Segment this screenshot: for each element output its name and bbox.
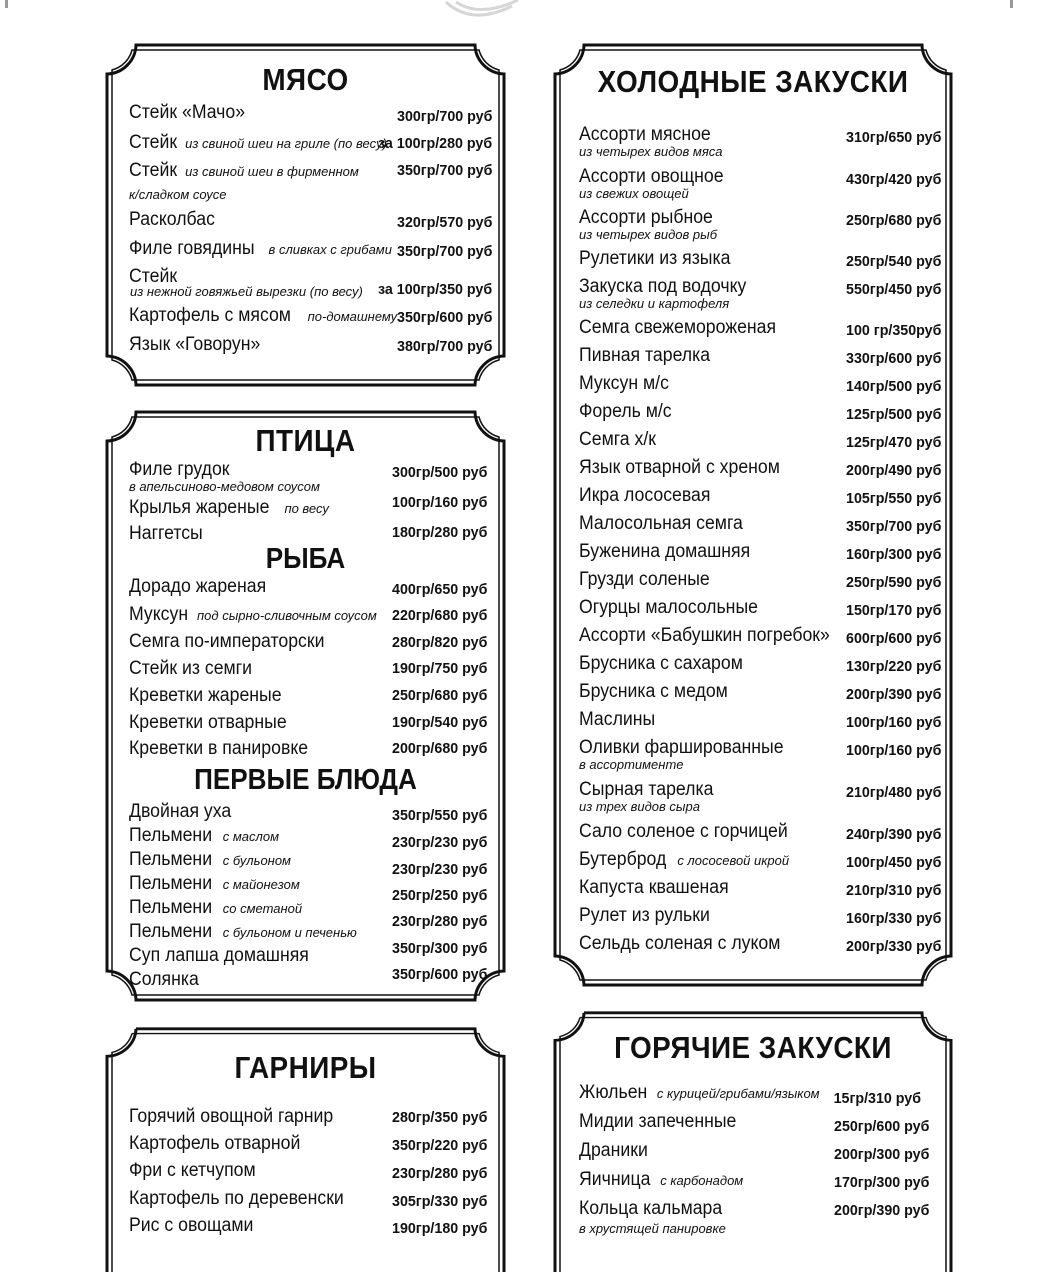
menu-item: Солянка — [129, 969, 199, 990]
item-price: 200гр/330 руб — [845, 938, 941, 955]
menu-item: Муксун м/с — [579, 373, 669, 394]
item-price: 350гр/220 руб — [391, 1137, 487, 1154]
item-price: 200гр/390 руб — [833, 1202, 929, 1219]
menu-item: Стейк «Мачо» — [129, 102, 246, 123]
item-price: 210гр/310 руб — [845, 882, 941, 899]
item-subtitle: из четырех видов рыб — [579, 227, 718, 242]
menu-item: Язык отварной с хреном — [579, 457, 780, 478]
item-price: 330гр/600 руб — [845, 350, 941, 367]
item-price: 300гр/700 руб — [396, 108, 492, 125]
item-price: 200гр/300 руб — [833, 1146, 929, 1163]
menu-item: Картофель по деревенски — [129, 1188, 344, 1209]
item-price: 105гр/550 руб — [845, 490, 941, 507]
menu-item: Пельмени с майонезом — [129, 873, 300, 894]
menu-item: Наггетсы — [129, 523, 203, 544]
item-price: 100гр/160 руб — [845, 742, 941, 759]
item-price: 210гр/480 руб — [845, 784, 941, 801]
cold-starters-panel — [552, 42, 954, 988]
menu-item: Малосольная семга — [579, 513, 743, 534]
page-edge-left — [5, 0, 8, 8]
menu-item: Картофель отварной — [129, 1133, 301, 1154]
menu-item: Филе грудок — [129, 459, 230, 480]
menu-item: Сало соленое с горчицей — [579, 821, 788, 842]
menu-item: Рулетики из языка — [579, 248, 731, 269]
hot-title: ГОРЯЧИЕ ЗАКУСКИ — [614, 1030, 892, 1065]
menu-item: Сырная тарелка — [579, 779, 714, 800]
menu-item: Рис с овощами — [129, 1215, 254, 1236]
menu-item: Пивная тарелка — [579, 345, 711, 366]
item-price: 170гр/300 руб — [833, 1174, 929, 1191]
sides-title: ГАРНИРЫ — [234, 1050, 377, 1085]
item-price: 310гр/650 руб — [845, 129, 941, 146]
item-subtitle: в хрустящей панировке — [579, 1221, 726, 1236]
menu-item: Картофель с мясом по-домашнему — [129, 305, 398, 326]
poultry-title: ПТИЦА — [255, 423, 356, 458]
item-price: 240гр/390 руб — [845, 826, 941, 843]
menu-item: Пельмени с бульоном и печенью — [129, 921, 357, 942]
item-price: 400гр/650 руб — [391, 581, 487, 598]
item-subtitle: из трех видов сыра — [579, 799, 700, 814]
menu-item: Буженина домашняя — [579, 541, 751, 562]
item-price: 250гр/680 руб — [845, 212, 941, 229]
menu-item: Крылья жареные по весу — [129, 497, 329, 518]
menu-item: Сельдь соленая с луком — [579, 933, 781, 954]
item-price: 160гр/330 руб — [845, 910, 941, 927]
item-price: 350гр/600 руб — [391, 966, 487, 983]
menu-item: Расколбас — [129, 209, 215, 230]
item-price: 100гр/450 руб — [845, 854, 941, 871]
menu-item: Капуста квашеная — [579, 877, 729, 898]
menu-item: Пельмени с маслом — [129, 825, 280, 846]
item-price: за 100гр/350 руб — [377, 281, 492, 298]
menu-item: Ассорти мясное — [579, 124, 711, 145]
menu-item: Драники — [579, 1140, 648, 1161]
menu-item: Суп лапша домашняя — [129, 945, 309, 966]
cold-title: ХОЛОДНЫЕ ЗАКУСКИ — [597, 64, 909, 99]
item-price: 350гр/700 руб — [396, 162, 492, 179]
item-price: 350гр/600 руб — [396, 309, 492, 326]
menu-item: Семга свежемороженая — [579, 317, 777, 338]
menu-item: Пельмени со сметаной — [129, 897, 303, 918]
item-price: 250гр/600 руб — [833, 1118, 929, 1135]
item-price: 250гр/250 руб — [391, 887, 487, 904]
item-price: 350гр/700 руб — [396, 243, 492, 260]
item-price: 350гр/550 руб — [391, 807, 487, 824]
item-price: 350гр/300 руб — [391, 940, 487, 957]
item-price: 125гр/470 руб — [845, 434, 941, 451]
item-price: 280гр/350 руб — [391, 1109, 487, 1126]
item-subtitle: из свежих овощей — [579, 186, 689, 201]
item-price: 350гр/700 руб — [845, 518, 941, 535]
item-subtitle: к/сладком соусе — [129, 187, 227, 202]
item-price: 430гр/420 руб — [845, 171, 941, 188]
menu-item: Стейк из свиной шеи на гриле (по весу) — [129, 132, 387, 153]
meat-title: МЯСО — [262, 62, 349, 97]
menu-item: Филе говядины в сливках с грибами — [129, 238, 392, 259]
item-price: 150гр/170 руб — [845, 602, 941, 619]
menu-item: Рулет из рульки — [579, 905, 710, 926]
item-price: 230гр/280 руб — [391, 1165, 487, 1182]
item-price: 380гр/700 руб — [396, 338, 492, 355]
menu-item: Язык «Говорун» — [129, 334, 261, 355]
item-price: 190гр/180 руб — [391, 1220, 487, 1237]
menu-item: Бутерброд с лососевой икрой — [579, 849, 790, 870]
item-price: 230гр/230 руб — [391, 834, 487, 851]
menu-item: Креветки отварные — [129, 712, 287, 733]
menu-item: Закуска под водочку — [579, 276, 747, 297]
item-price: 140гр/500 руб — [845, 378, 941, 395]
item-price: 300гр/500 руб — [391, 464, 487, 481]
menu-item: Муксун под сырно-сливочным соусом — [129, 604, 377, 625]
page-edge-right — [1010, 0, 1013, 8]
item-price: 190гр/750 руб — [391, 660, 487, 677]
menu-item: Брусника с медом — [579, 681, 728, 702]
menu-item: Ассорти овощное — [579, 166, 724, 187]
item-price: 15гр/310 руб — [833, 1090, 921, 1107]
menu-item: Мидии запеченные — [579, 1111, 737, 1132]
item-price: 125гр/500 руб — [845, 406, 941, 423]
menu-item: Дорадо жареная — [129, 576, 267, 597]
menu-item: Жюльен с курицей/грибами/языком — [579, 1082, 820, 1103]
item-subtitle: из селедки и картофеля — [579, 296, 730, 311]
menu-item: Яичница с карбонадом — [579, 1169, 744, 1190]
item-price: 160гр/300 руб — [845, 546, 941, 563]
menu-item: Огурцы малосольные — [579, 597, 758, 618]
menu-item: Маслины — [579, 709, 656, 730]
item-price: 230гр/230 руб — [391, 861, 487, 878]
menu-item: Стейк из семги — [129, 658, 253, 679]
item-price: 250гр/590 руб — [845, 574, 941, 591]
item-price: 305гр/330 руб — [391, 1193, 487, 1210]
menu-item: Форель м/с — [579, 401, 672, 422]
menu-item: Семга по-императорски — [129, 631, 325, 652]
menu-item: Пельмени с бульоном — [129, 849, 291, 870]
menu-item: Стейк из свиной шеи в фирменном — [129, 160, 359, 181]
item-price: за 100гр/280 руб — [377, 135, 492, 152]
item-price: 100гр/160 руб — [391, 494, 487, 511]
menu-item: Горячий овощной гарнир — [129, 1106, 334, 1127]
sides-panel — [104, 1026, 507, 1272]
item-subtitle: в ассортименте — [579, 757, 684, 772]
item-price: 190гр/540 руб — [391, 714, 487, 731]
item-price: 250гр/680 руб — [391, 687, 487, 704]
meat-panel — [104, 42, 507, 388]
decorative-swirl — [442, 0, 522, 22]
menu-item: Креветки в панировке — [129, 738, 309, 759]
menu-item: Кольца кальмара — [579, 1198, 723, 1219]
item-subtitle: в апельсиново-медовом соусом — [129, 479, 320, 494]
poultry-fish-soups-panel — [104, 409, 507, 1003]
menu-item: Оливки фаршированные — [579, 737, 784, 758]
item-price: 220гр/680 руб — [391, 607, 487, 624]
item-price: 320гр/570 руб — [396, 214, 492, 231]
menu-item: Двойная уха — [129, 801, 232, 822]
fish-title: РЫБА — [265, 543, 346, 575]
item-price: 130гр/220 руб — [845, 658, 941, 675]
item-price: 600гр/600 руб — [845, 630, 941, 647]
menu-item: Грузди соленые — [579, 569, 710, 590]
menu-item: Ассорти рыбное — [579, 207, 713, 228]
menu-item: Брусника с сахаром — [579, 653, 743, 674]
menu-item: Ассорти «Бабушкин погребок» — [579, 625, 830, 646]
item-price: 250гр/540 руб — [845, 253, 941, 270]
item-price: 200гр/390 руб — [845, 686, 941, 703]
menu-item: Икра лососевая — [579, 485, 711, 506]
menu-item: Семга х/к — [579, 429, 657, 450]
item-price: 180гр/280 руб — [391, 524, 487, 541]
soups-title: ПЕРВЫЕ БЛЮДА — [194, 764, 417, 796]
item-price: 550гр/450 руб — [845, 281, 941, 298]
item-subtitle: из нежной говяжьей вырезки (по весу) — [130, 284, 363, 299]
menu-item: Креветки жареные — [129, 685, 282, 706]
item-subtitle: из четырех видов мяса — [579, 144, 723, 159]
item-price: 200гр/490 руб — [845, 462, 941, 479]
hot-starters-panel — [552, 1010, 954, 1272]
menu-item: Стейк — [129, 266, 178, 287]
item-price: 280гр/820 руб — [391, 634, 487, 651]
item-price: 100 гр/350руб — [845, 322, 941, 339]
item-price: 100гр/160 руб — [845, 714, 941, 731]
item-price: 230гр/280 руб — [391, 913, 487, 930]
menu-item: Фри с кетчупом — [129, 1160, 256, 1181]
item-price: 200гр/680 руб — [391, 740, 487, 757]
